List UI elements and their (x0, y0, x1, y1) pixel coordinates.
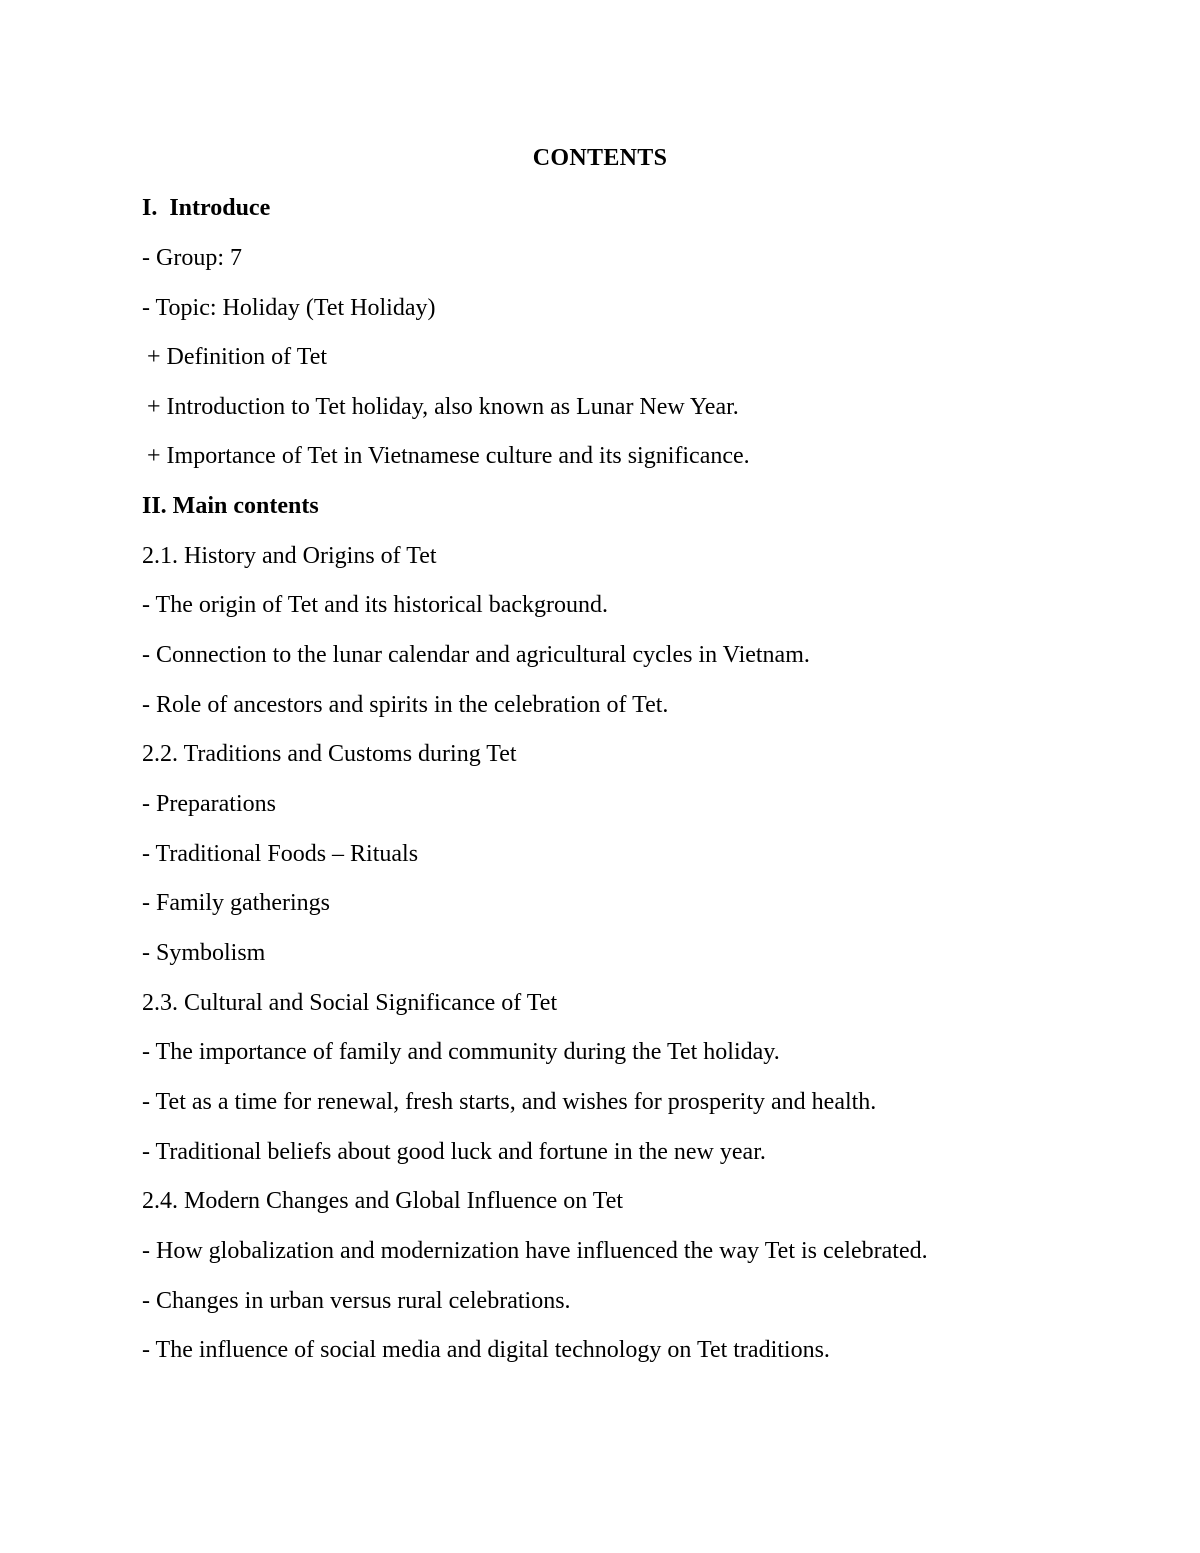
list-item: - The influence of social media and digital technology on Tet traditions. (142, 1337, 830, 1363)
list-item: - Traditional beliefs about good luck and fortune in the new year. (142, 1139, 766, 1165)
sub-item-definition: + Definition of Tet (147, 344, 328, 370)
section-heading-2-4: 2.4. Modern Changes and Global Influence on Tet (142, 1188, 624, 1214)
list-item: - The importance of family and community during the Tet holiday. (142, 1039, 780, 1065)
list-item: - Tet as a time for renewal, fresh starts, and wishes for prosperity and health. (142, 1089, 877, 1115)
heading-introduce: I. Introduce (142, 195, 271, 221)
section-heading-2-1: 2.1. History and Origins of Tet (142, 543, 437, 569)
list-item-topic: - Topic: Holiday (Tet Holiday) (142, 295, 436, 321)
list-item: - Changes in urban versus rural celebrations. (142, 1288, 571, 1314)
list-item: - Connection to the lunar calendar and agricultural cycles in Vietnam. (142, 642, 810, 668)
sub-item-introduction: + Introduction to Tet holiday, also known as Lunar New Year. (147, 394, 739, 420)
list-item: - Role of ancestors and spirits in the celebration of Tet. (142, 692, 669, 718)
list-item: - Symbolism (142, 940, 266, 966)
list-item: - Traditional Foods – Rituals (142, 841, 419, 867)
list-item: - Family gatherings (142, 890, 330, 916)
sub-item-importance: + Importance of Tet in Vietnamese culture and its significance. (147, 443, 750, 469)
list-item: - The origin of Tet and its historical background. (142, 592, 608, 618)
section-heading-2-2: 2.2. Traditions and Customs during Tet (142, 741, 517, 767)
list-item: - Preparations (142, 791, 276, 817)
page-title: CONTENTS (532, 145, 668, 171)
list-item-group: - Group: 7 (142, 245, 242, 271)
heading-main-contents: II. Main contents (142, 493, 319, 519)
section-heading-2-3: 2.3. Cultural and Social Significance of Tet (142, 990, 558, 1016)
list-item: - How globalization and modernization have influenced the way Tet is celebrated. (142, 1238, 928, 1264)
